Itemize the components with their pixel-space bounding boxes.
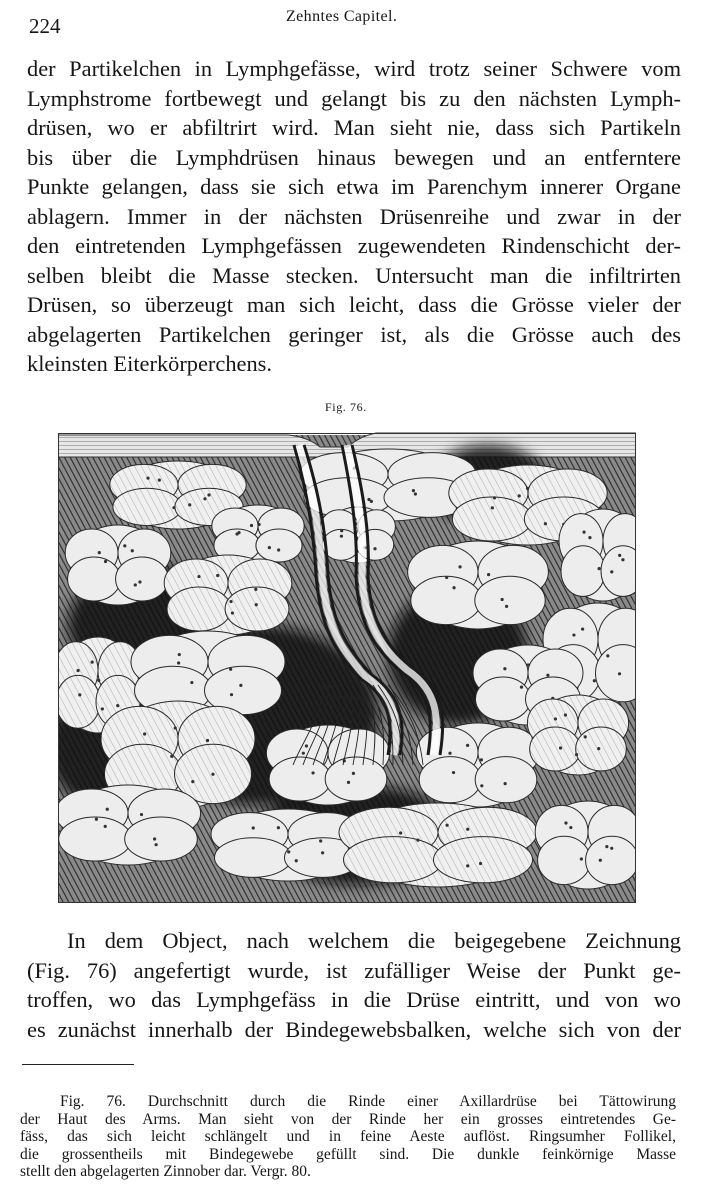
text-line: kleinsten Eiterkörperchens.: [27, 351, 272, 376]
follicle: [164, 555, 292, 635]
caption-line: fäss, das sich leicht schlängelt und in feine Aeste auflöst. Ringsumher Follikel,: [20, 1128, 676, 1146]
caption-line: Fig. 76. Durchschnitt durch die Rinde einer Axillardrüse bei Tättowirung: [60, 1093, 676, 1110]
text-line: (Fig. 76) angefertigt wurde, ist zufälliger Weise der Punkt ge-: [27, 957, 681, 983]
follicle: [527, 695, 628, 775]
caption-line: stellt den abgelagerten Zinnober dar. Vergr. 80.: [20, 1163, 311, 1181]
caption-line: die grossentheils mit Bindegewebe gefüllt sind. Die dunkle feinkörnige Masse: [20, 1145, 676, 1163]
text-line: bis über die Lymphdrüsen hinaus bewegen und an entferntere: [27, 144, 681, 170]
figure-label: Fig. 76.: [325, 400, 367, 414]
text-line: ablagern. Immer in der nächsten Drüsenreihe und zwar in der: [27, 203, 681, 229]
follicle: [408, 541, 549, 629]
body-paragraph-1: [27, 54, 681, 379]
text-line: Punkte gelangen, dass sie sich etwa im Parenchym innerer Organe: [27, 174, 681, 199]
follicle: [266, 725, 389, 805]
follicle: [535, 801, 636, 889]
follicle: [300, 449, 476, 521]
follicle: [58, 785, 201, 865]
text-line: der Partikelchen in Lymphgefässe, wird trotz seiner Schwere vom: [27, 56, 681, 81]
text-line: es zunächst innerhalb der Bindegewebsbalken, welche sich von der: [27, 1016, 681, 1042]
footnote-divider: [22, 1064, 134, 1065]
figure-illustration: [58, 425, 636, 903]
follicle: [65, 525, 171, 605]
caption-line: der Haut des Arms. Man sieht von der Rinde her ein grosses eintretendes Ge-: [20, 1110, 676, 1128]
running-title: Zehntes Capitel.: [286, 8, 398, 25]
body-paragraph-2: [27, 926, 681, 1044]
text-line: Lymphstrome fortbewegt und gelangt bis zu den nächsten Lymph-: [27, 85, 681, 111]
text-line: troffen, wo das Lymphgefäss in die Drüse eintritt, und von wo: [27, 987, 681, 1012]
text-line: In dem Object, nach welchem die beigegebene Zeichnung: [67, 928, 681, 953]
follicle: [339, 803, 537, 887]
follicle: [211, 809, 365, 881]
page-number: 224: [29, 14, 61, 38]
figure-caption: [20, 1093, 676, 1181]
text-line: drüsen, wo er abfiltrirt wird. Man sieht nie, dass sich Partikeln: [27, 115, 681, 140]
text-line: den eintretenden Lymphgefässen zugewendeten Rindenschicht der-: [27, 233, 681, 258]
text-line: Drüsen, so überzeugt man sich leicht, dass die Grösse vieler der: [27, 292, 681, 317]
text-line: abgelagerten Partikelchen geringer ist, als die Grösse auch des: [27, 321, 681, 347]
follicle: [559, 509, 636, 601]
text-line: selben bleibt die Masse stecken. Untersucht man die infiltrirten: [27, 262, 681, 288]
